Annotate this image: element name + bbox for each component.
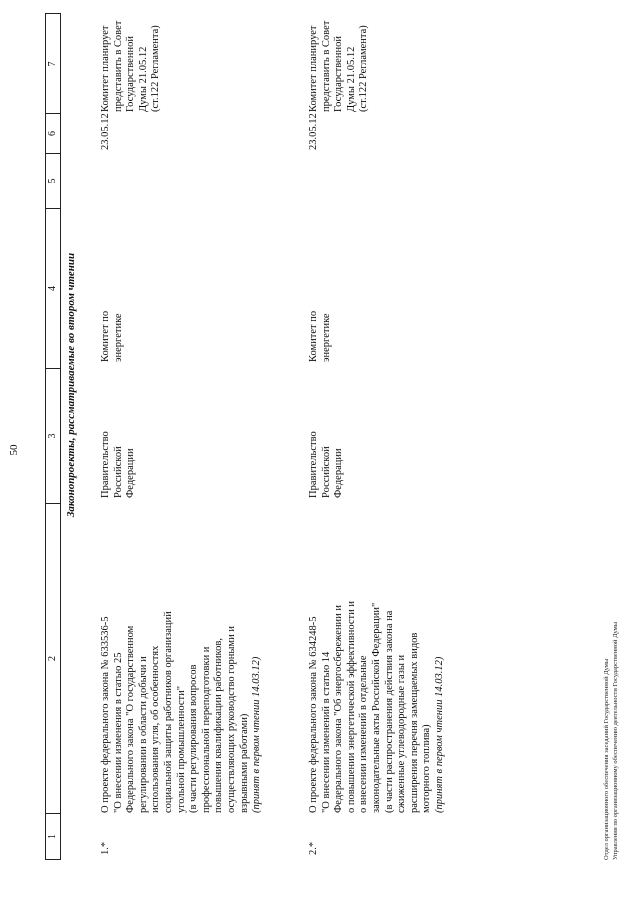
author-line: Федерации	[333, 448, 345, 498]
column-header-1: 1	[47, 834, 58, 839]
author-line: Правительство	[308, 431, 319, 498]
row-number: 2.*	[308, 841, 319, 855]
remark-line: Комитет планирует	[100, 25, 111, 112]
responsible-committee	[100, 242, 125, 362]
consideration-date: 23.05.12	[308, 113, 319, 150]
bill-title-line: законодательные акты Российской Федерации"	[370, 602, 382, 813]
bill-title-line: "О внесении изменения в статью 25	[112, 652, 124, 813]
remark-line: представить в Совет	[320, 20, 332, 112]
bill-title-line: взрывными работами)	[238, 713, 250, 813]
footer-line: Отдел организационного обеспечения заседаний Государственной Думы	[603, 658, 610, 860]
author-line: Российской	[320, 446, 332, 498]
column-header-7: 7	[46, 15, 60, 114]
responsible-committee	[308, 242, 333, 362]
bill-author	[100, 383, 138, 498]
remark	[308, 17, 371, 112]
author-line: Федерации	[125, 448, 137, 498]
bill-title-line: регулировании в области добычи и	[137, 656, 149, 813]
column-header-row	[45, 13, 61, 860]
footer	[602, 622, 620, 860]
column-header-5: 5	[46, 154, 60, 209]
bill-title-line: сжиженные углеводородные газы и	[396, 654, 408, 813]
committee-line: энергетике	[112, 313, 124, 362]
bill-title-line: (в части регулирования вопросов	[188, 664, 200, 813]
consideration-date: 23.05.12	[100, 113, 111, 150]
bill-title-line: о внесении изменений в отдельные	[358, 655, 370, 813]
section-title: Законопроекты, рассматриваемые во втором чтении	[65, 252, 77, 518]
committee-line: энергетике	[320, 313, 332, 362]
bill-title-line: профессиональной переподготовки и	[200, 646, 212, 813]
column-header-4: 4	[46, 209, 60, 369]
first-reading-note: (принят в первом чтении 14.03.12)	[433, 656, 445, 813]
bill-author	[308, 383, 346, 498]
remark-line: Думы 21.05.12	[137, 46, 149, 112]
footer-line: Управления по организационному обеспечению деятельности Государственной Думы	[612, 621, 619, 860]
bill-title-line: О проекте федерального закона № 634248-5	[308, 616, 319, 813]
page-number: 50	[8, 444, 20, 456]
row-number: 1.*	[100, 841, 111, 855]
author-line: Российской	[112, 446, 124, 498]
bill-title	[308, 513, 447, 813]
bill-title-line: Федерального закона "О государственном	[125, 625, 137, 813]
author-line: Правительство	[100, 431, 111, 498]
bill-title-line: расширения перечня замещаемых видов	[408, 632, 420, 813]
remark-line: Государственной	[125, 36, 137, 112]
first-reading-note: (принят в первом чтении 14.03.12)	[251, 656, 263, 813]
bill-title-line: Федерального закона "Об энергосбережении и	[333, 604, 345, 813]
column-header-2: 2	[46, 504, 60, 814]
committee-line: Комитет по	[100, 310, 111, 362]
bill-title-line: (в части распространения действия закона на	[383, 610, 395, 813]
bill-title-line: осуществляющих руководство горными и	[225, 626, 237, 813]
bill-title-line: моторного топлива)	[421, 724, 433, 813]
remark	[100, 17, 163, 112]
bill-title-line: повышения квалификации работников,	[213, 638, 225, 813]
bill-title	[100, 513, 264, 813]
remark-line: Думы 21.05.12	[345, 46, 357, 112]
bill-title-line: использования угля, об особенностях	[150, 645, 162, 813]
column-header-6: 6	[46, 114, 60, 154]
remark-line: Комитет планирует	[308, 25, 319, 112]
column-header-3: 3	[46, 369, 60, 504]
bill-title-line: "О внесении изменений в статью 14	[320, 651, 332, 813]
bill-title-line: О проекте федерального закона № 633536-5	[100, 616, 111, 813]
bill-title-line: о повышении энергетической эффективности и	[345, 600, 357, 813]
remark-line: (ст.122 Регламента)	[358, 25, 370, 112]
bill-title-line: угольной промышленности"	[175, 685, 187, 813]
bill-title-line: социальной защиты работников организаций	[162, 611, 174, 813]
remark-line: представить в Совет	[112, 20, 124, 112]
remark-line: (ст.122 Регламента)	[150, 25, 162, 112]
remark-line: Государственной	[333, 36, 345, 112]
committee-line: Комитет по	[308, 310, 319, 362]
